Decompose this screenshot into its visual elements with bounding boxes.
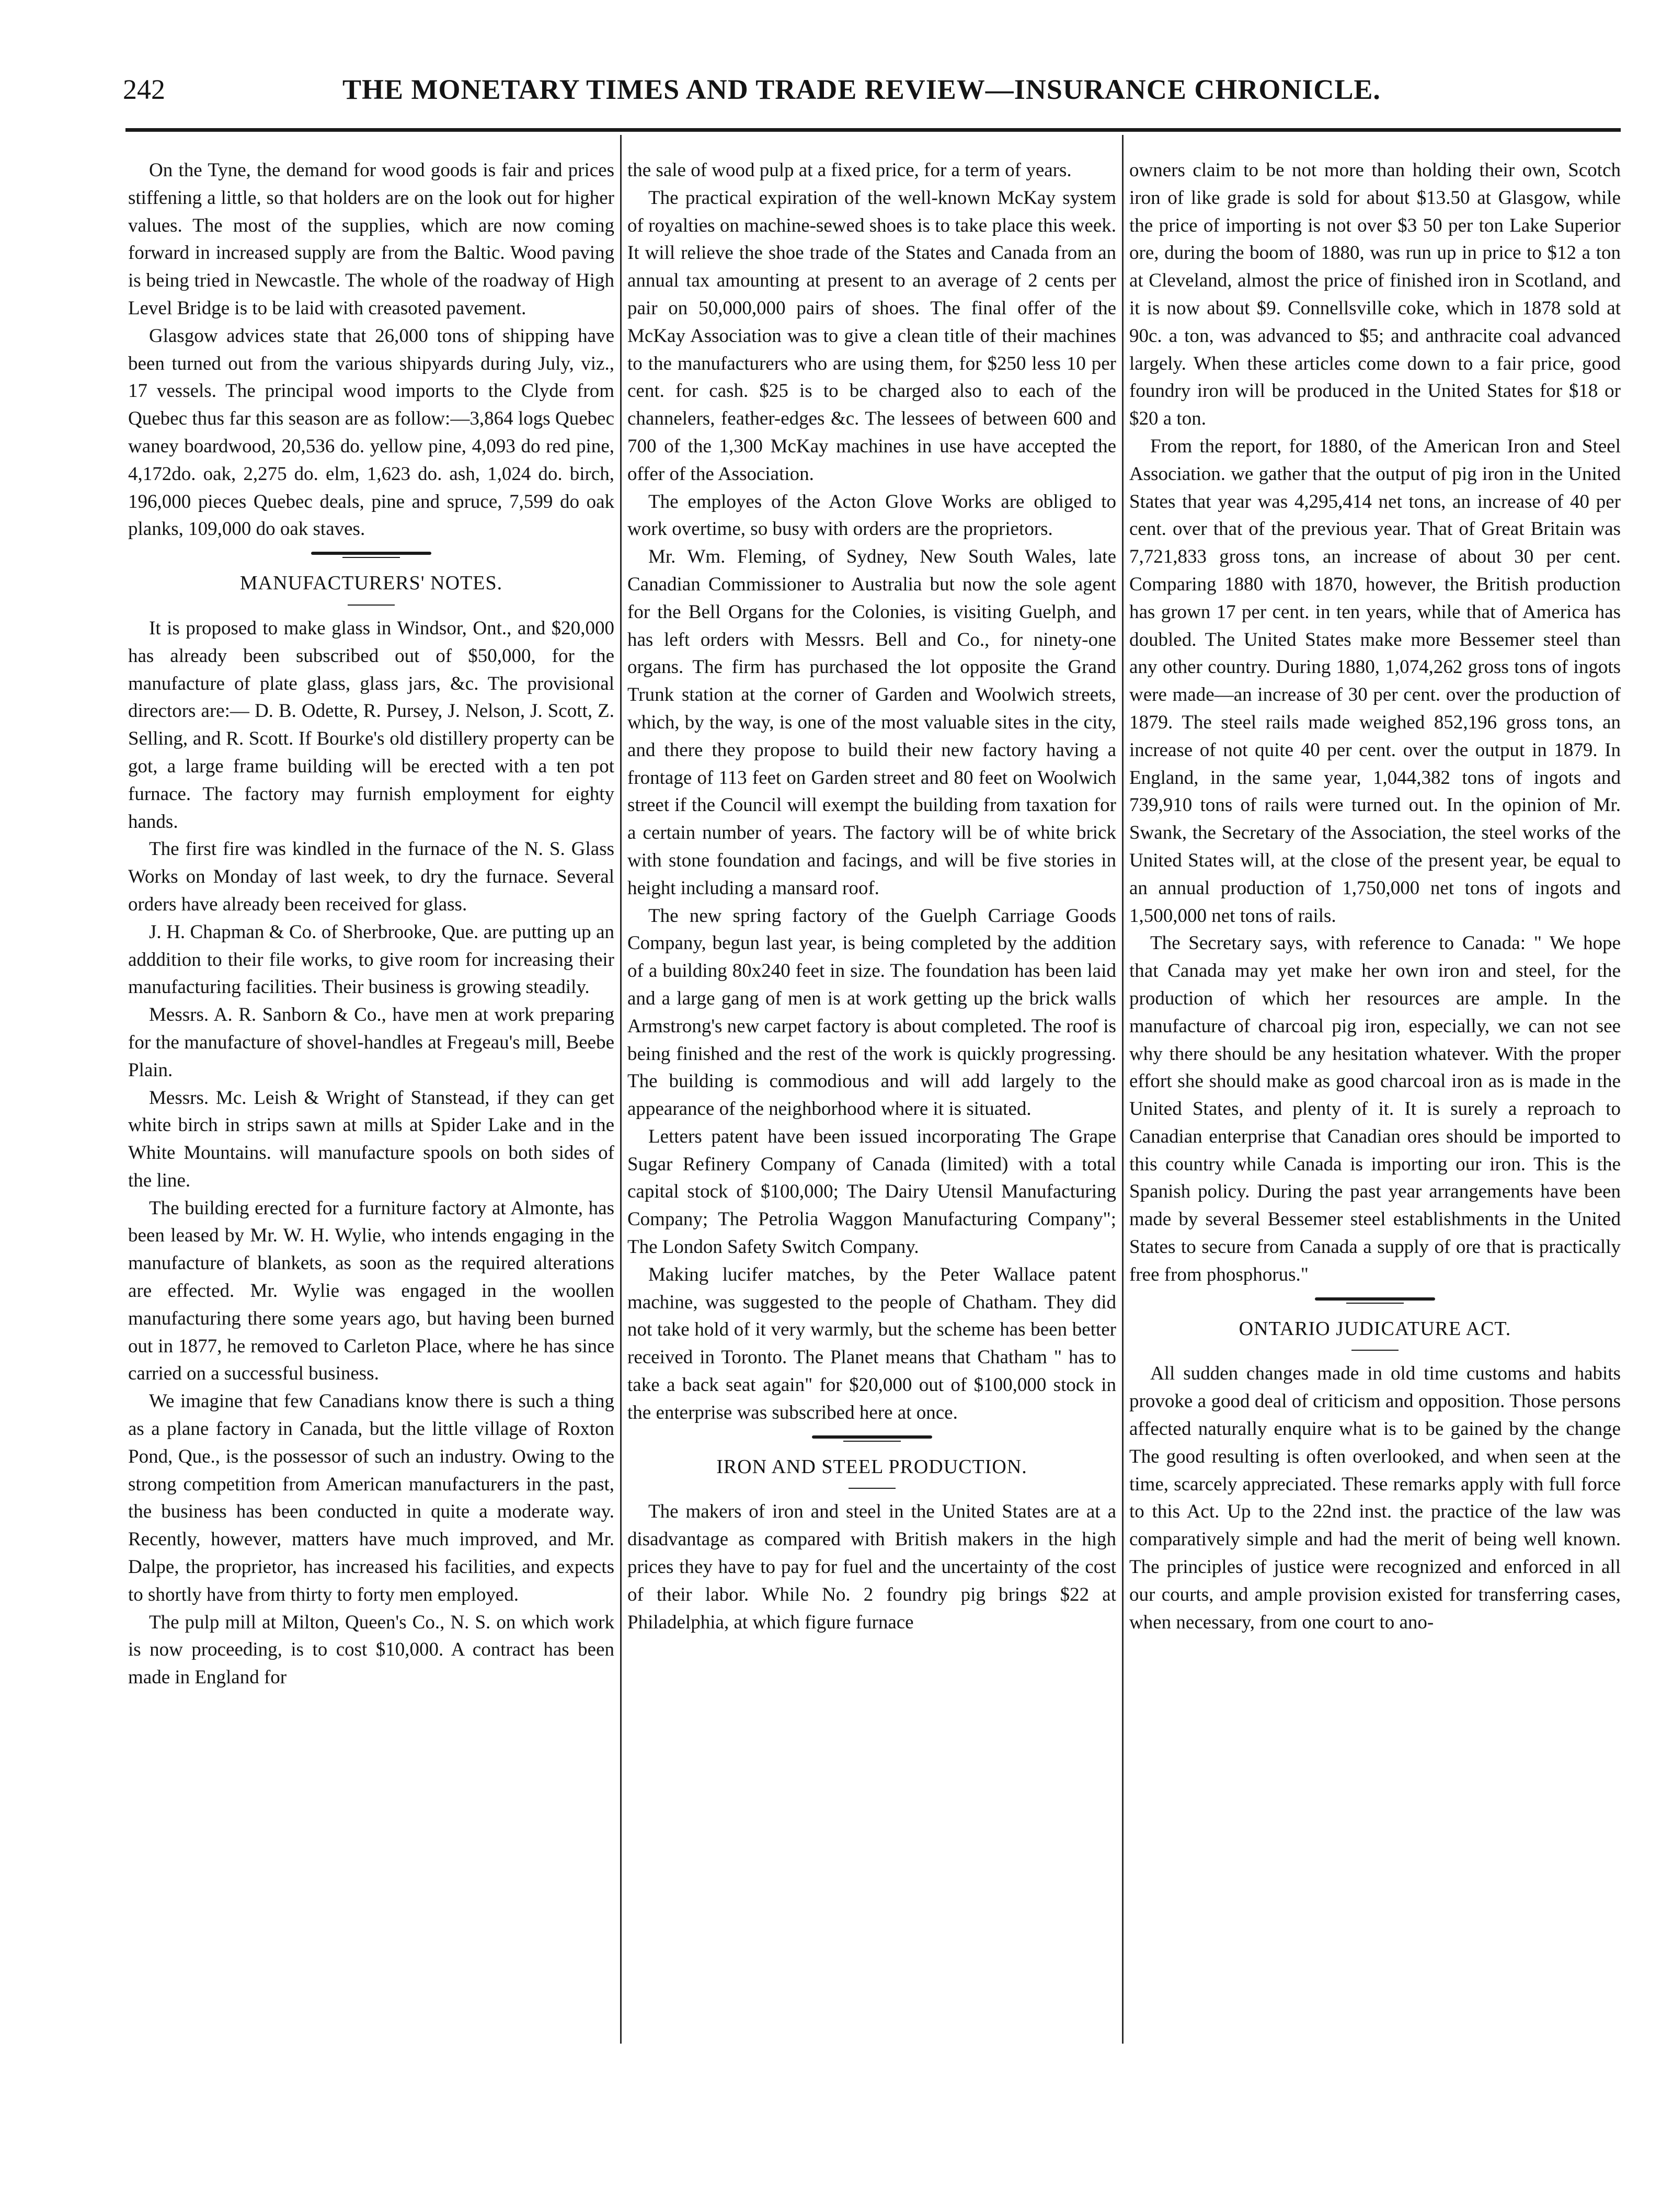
paragraph: Messrs. Mc. Leish & Wright of Stanstead, if they can get white birch in strips sawn at mills at Spider Lake and in the White Mountains. will manufacture spools on both sides of the line. [128,1087,614,1191]
paragraph: Letters patent have been issued incorporating The Grape Sugar Refinery Company of Canada (limited) with a total capital stock of $100,000; The Dairy Utensil Manufacturing Company; The Petrolia Waggon Manufacturing Company"; The London Safety Switch Company. [627,1125,1116,1258]
column-divider-1 [620,135,622,2044]
paragraph: owners claim to be not more than holding their own, Scotch iron of like grade is sold for about $13.50 at Glasgow, while the price of importing is not over $3 50 per ton Lake Superior ore, during the boom of 1880, was run up in price to $12 a ton at Cleveland, almost the price of finished iron in Scotland, and it is now about $9. Connellsville coke, which in 1878 sold at 90c. a ton, was advanced to $5; and anthracite coal advanced largely. When these articles come down to a fair price, good foundry iron will be produced in the United States for $18 or $20 a ton. [1129,159,1621,430]
section-heading-ontario-judicature-act: ONTARIO JUDICATURE ACT. [1239,1317,1511,1340]
section-ornament-rule [812,1434,932,1443]
paragraph: The Secretary says, with reference to Canada: " We hope that Canada may yet make her own iron and steel, for the production of which her resources are ample. In the manufacture of charcoal pig iron, especially, we can not see why there should be any hesitation whatever. With the proper effort she should make as good charcoal iron as is made in the United States, and plenty of it. It is surely a reproach to Canadian enterprise that Canadian ores should be imported to this country while Canada is importing our iron. This is the Spanish policy. During the past year arrangements have been made by several Bessemer steel establishments in the United States to secure from Canada a supply of ore that is practically free from phosphorus." [1129,932,1621,1285]
running-title: THE MONETARY TIMES AND TRADE REVIEW—INSURANCE CHRONICLE. [342,74,1381,105]
heading-underline [348,605,395,606]
heading-underline [1351,1350,1399,1351]
paragraph: Glasgow advices state that 26,000 tons of shipping have been turned out from the various shipyards during July, viz., 17 vessels. The principal wood imports to the Clyde from Quebec thus far this season are as follow:—3,864 logs Quebec waney boardwood, 20,536 do. yellow pine, 4,093 do red pine, 4,172do. oak, 2,275 do. elm, 1,623 do. ash, 1,024 do. birch, 196,000 pieces Quebec deals, pine and spruce, 7,599 do oak planks, 109,000 do oak staves. [128,325,614,540]
paragraph: Making lucifer matches, by the Peter Wallace patent machine, was suggested to the people of Chatham. They did not take hold of it very warmly, but the scheme has been better received in Toronto. The Planet means that Chatham " has to take a back seat again" for $20,000 out of $100,000 stock in the enterprise was subscribed here at once. [627,1263,1116,1423]
paragraph: The makers of iron and steel in the United States are at a disadvantage as compared with British makers in the high prices they have to pay for fuel and the uncertainty of the cost of their labor. While No. 2 foundry pig brings $22 at Philadelphia, at which figure furnace [627,1501,1116,1633]
heading-underline [849,1488,896,1489]
column-3 [1129,157,1621,1636]
header-rule [125,128,1621,132]
column-divider-2 [1122,135,1124,2044]
paragraph: The pulp mill at Milton, Queen's Co., N. S. on which work is now proceeding, is to cost $10,000. A contract has been made in England for [128,1611,614,1689]
paragraph: J. H. Chapman & Co. of Sherbrooke, Que. are putting up an adddition to their file works, to give room for increasing their manufacturing facilities. Their business is growing steadily. [128,921,614,998]
paragraph: Messrs. A. R. Sanborn & Co., have men at work preparing for the manufacture of shovel-handles at Fregeau's mill, Beebe Plain. [128,1004,614,1081]
paragraph: It is proposed to make glass in Windsor, Ont., and $20,000 has already been subscribed out of $50,000, for the manufacture of plate glass, glass jars, &c. The provisional directors are:— D. B. Odette, R. Pursey, J. Nelson, J. Scott, Z. Selling, and R. Scott. If Bourke's old distillery property can be got, a large frame building will be erected with a ten pot furnace. The factory may furnish employment for eighty hands. [128,617,614,833]
column-2 [627,157,1116,1636]
page-number: 242 [123,74,165,105]
paragraph: On the Tyne, the demand for wood goods is fair and prices stiffening a little, so that holders are on the look out for higher values. The most of the supplies, which are now coming forward in increased supply are from the Baltic. Wood paving is being tried in Newcastle. The whole of the roadway of High Level Bridge is to be laid with creasoted pavement. [128,159,614,319]
paragraph: From the report, for 1880, of the American Iron and Steel Association. we gather that the output of pig iron in the United States that year was 4,295,414 net tons, an increase of 40 per cent. over that of the previous year. That of Great Britain was 7,721,833 gross tons, an increase of about 30 per cent. Comparing 1880 with 1870, however, the British production has grown 17 per cent. in ten years, while that of America has doubled. The United States make more Bessemer steel than any other country. During 1880, 1,074,262 gross tons of ingots were made—an increase of 30 per cent. over the production of 1879. The steel rails made weighed 852,196 gross tons, an increase of not quite 40 per cent. over the output in 1879. In England, in the same year, 1,044,382 tons of ingots and 739,910 tons of rails were turned out. In the opinion of Mr. Swank, the Secretary of the Association, the steel works of the United States will, at the close of the present year, be equal to an annual production of 1,750,000 net tons of ingots and 1,500,000 net tons of rails. [1129,435,1621,927]
section-ornament-rule [1315,1296,1435,1305]
paragraph: The new spring factory of the Guelph Carriage Goods Company, begun last year, is being completed by the addition of a building 80x240 feet in size. The foundation has been laid and a large gang of men is at work getting up the brick walls Armstrong's new carpet factory is about completed. The roof is being finished and the rest of the work is quickly progressing. The building is commodious and will add largely to the appearance of the neighborhood where it is situated. [627,905,1116,1120]
paragraph: We imagine that few Canadians know there is such a thing as a plane factory in Canada, but the little village of Roxton Pond, Que., is the possessor of such an industry. Owing to the strong competition from American manufacturers in the past, the business has been conducted in quite a moderate way. Recently, however, matters have much improved, and Mr. Dalpe, the proprietor, has increased his facilities, and expects to shortly have from thirty to forty men employed. [128,1390,614,1605]
section-heading-manufacturers-notes: MANUFACTURERS' NOTES. [239,572,503,595]
paragraph: The practical expiration of the well-known McKay system of royalties on machine-sewed shoes is to take place this week. It will relieve the shoe trade of the States and Canada from an annual tax amounting at present to an average of 2 cents per pair on 50,000,000 pairs of shoes. The final offer of the McKay Association was to give a clean title of their machines to the manufacturers who are using them, for $250 less 10 per cent. for cash. $25 is to be charged also to each of the channelers, feather-edges &c. The lessees of between 600 and 700 of the 1,300 McKay machines in use have accepted the offer of the Association. [627,187,1116,485]
paragraph: All sudden changes made in old time customs and habits provoke a good deal of criticism and opposition. Those persons affected naturally enquire what is to be gained by the change The good resulting is often overlooked, and when seen at the time, scarcely appreciated. These remarks apply with full force to this Act. Up to the 22nd inst. the practice of the law was comparatively simple and had the merit of being well known. The principles of justice were recognized and enforced in all our courts, and ample provision existed for transferring cases, when necessary, from one court to ano- [1129,1363,1621,1633]
paragraph: The first fire was kindled in the furnace of the N. S. Glass Works on Monday of last week, to dry the furnace. Several orders have already been received for glass. [128,838,614,915]
paragraph: The building erected for a furniture factory at Almonte, has been leased by Mr. W. H. Wylie, who intends engaging in the manufacture of blankets, as soon as the required alterations are effected. Mr. Wylie was engaged in the woollen manufacturing there some years ago, but having been burned out in 1877, he removed to Carleton Place, where he has since carried on a successful business. [128,1197,614,1385]
page-header [123,73,1406,120]
paragraph: The employes of the Acton Glove Works are obliged to work overtime, so busy with orders are the proprietors. [627,491,1116,540]
section-heading-iron-and-steel-production: IRON AND STEEL PRODUCTION. [716,1455,1027,1478]
paragraph: the sale of wood pulp at a fixed price, for a term of years. [627,159,1072,181]
column-1 [128,157,614,1692]
paragraph: Mr. Wm. Fleming, of Sydney, New South Wales, late Canadian Commissioner to Australia but now the sole agent for the Bell Organs for the Colonies, is visiting Guelph, and has left orders with Messrs. Bell and Co., for ninety-one organs. The firm has purchased the lot opposite the Grand Trunk station at the corner of Garden and Woolwich streets, which, by the way, is one of the most valuable sites in the city, and there they propose to build their new factory having a frontage of 113 feet on Garden street and 80 feet on Woolwich street if the Council will exempt the building from taxation for a certain number of years. The factory will be of white brick with stone foundation and facings, and will be five stories in height including a mansard roof. [627,546,1116,899]
section-ornament-rule [311,551,431,559]
